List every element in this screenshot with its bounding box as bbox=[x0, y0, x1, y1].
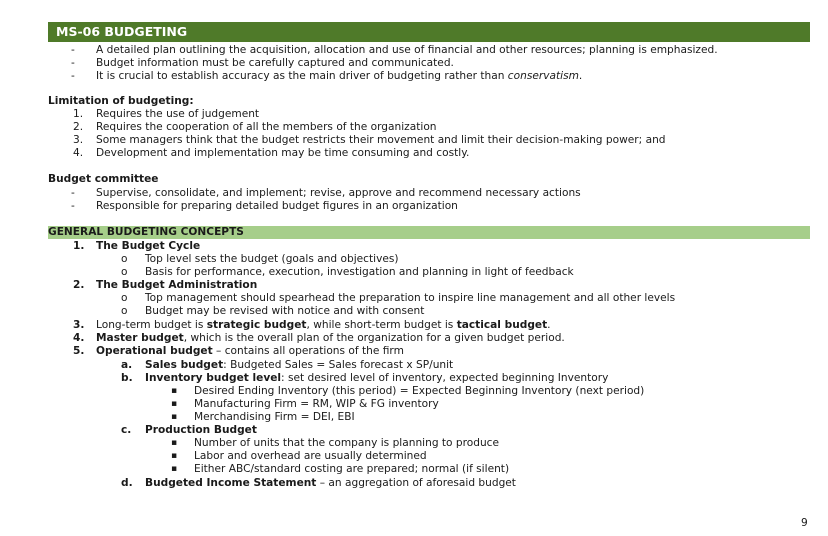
section-title: MS-06 BUDGETING bbox=[48, 22, 810, 42]
admin-bullet-1: Top management should spearhead the preparation to inspire line management and all other levels bbox=[145, 292, 676, 304]
limitation-item-2: Requires the cooperation of all the members of the organization bbox=[96, 121, 437, 133]
emphasis-conservatism: conservatism bbox=[507, 70, 579, 82]
dash-marker: - bbox=[71, 70, 75, 82]
list-number: 2. bbox=[73, 121, 84, 133]
list-letter: a. bbox=[121, 359, 133, 371]
list-number: 3. bbox=[73, 134, 84, 146]
limitation-heading: Limitation of budgeting: bbox=[48, 95, 194, 107]
square-bullet: ▪ bbox=[171, 464, 178, 474]
budget-administration-title: The Budget Administration bbox=[96, 279, 258, 291]
square-bullet: ▪ bbox=[171, 386, 178, 396]
list-number: 4. bbox=[73, 332, 85, 344]
production-bullet-1: Number of units that the company is planning to produce bbox=[194, 437, 500, 449]
square-bullet: ▪ bbox=[171, 438, 178, 448]
production-bullet-2: Labor and overhead are usually determined bbox=[194, 450, 427, 462]
list-number: 1. bbox=[73, 240, 85, 252]
list-letter: d. bbox=[121, 477, 133, 489]
budget-cycle-title: The Budget Cycle bbox=[96, 240, 201, 252]
sales-budget-line: Sales budget: Budgeted Sales = Sales forecast x SP/unit bbox=[145, 359, 454, 371]
inventory-bullet-3: Merchandising Firm = DEI, EBI bbox=[194, 411, 355, 423]
production-bullet-3: Either ABC/standard costing are prepared; normal (if silent) bbox=[194, 463, 510, 475]
limitation-item-4: Development and implementation may be time consuming and costly. bbox=[96, 147, 470, 159]
square-bullet: ▪ bbox=[171, 399, 178, 409]
circle-bullet: o bbox=[121, 292, 128, 304]
general-concepts-heading: GENERAL BUDGETING CONCEPTS bbox=[48, 226, 810, 239]
dash-marker: - bbox=[71, 187, 75, 199]
term-budget-line: Long-term budget is strategic budget, while short-term budget is tactical budget. bbox=[96, 319, 551, 331]
circle-bullet: o bbox=[121, 266, 128, 278]
page-number: 9 bbox=[801, 517, 808, 529]
dash-marker: - bbox=[71, 57, 75, 69]
dash-marker: - bbox=[71, 44, 75, 56]
circle-bullet: o bbox=[121, 253, 128, 265]
limitation-item-1: Requires the use of judgement bbox=[96, 108, 260, 120]
cycle-bullet-1: Top level sets the budget (goals and objectives) bbox=[145, 253, 399, 265]
operational-budget-line: Operational budget – contains all operations of the firm bbox=[96, 345, 404, 357]
inventory-budget-line: Inventory budget level: set desired level of inventory, expected beginning Inventory bbox=[145, 372, 609, 384]
inventory-bullet-2: Manufacturing Firm = RM, WIP & FG inventory bbox=[194, 398, 439, 410]
square-bullet: ▪ bbox=[171, 412, 178, 422]
inventory-bullet-1: Desired Ending Inventory (this period) = Expected Beginning Inventory (next period) bbox=[194, 385, 645, 397]
circle-bullet: o bbox=[121, 305, 128, 317]
list-number: 3. bbox=[73, 319, 85, 331]
limitation-item-3: Some managers think that the budget restricts their movement and limit their decision-making power; and bbox=[96, 134, 666, 146]
list-number: 5. bbox=[73, 345, 85, 357]
cycle-bullet-2: Basis for performance, execution, investigation and planning in light of feedback bbox=[145, 266, 574, 278]
list-letter: c. bbox=[121, 424, 132, 436]
intro-line-2: Budget information must be carefully captured and communicated. bbox=[96, 57, 454, 69]
list-number: 4. bbox=[73, 147, 84, 159]
master-budget-line: Master budget, which is the overall plan of the organization for a given budget period. bbox=[96, 332, 565, 344]
list-number: 2. bbox=[73, 279, 85, 291]
intro-line-3: It is crucial to establish accuracy as the main driver of budgeting rather than conservatism. bbox=[96, 70, 583, 82]
committee-item-2: Responsible for preparing detailed budget figures in an organization bbox=[96, 200, 458, 212]
production-budget-title: Production Budget bbox=[145, 424, 257, 436]
committee-item-1: Supervise, consolidate, and implement; revise, approve and recommend necessary actions bbox=[96, 187, 581, 199]
square-bullet: ▪ bbox=[171, 451, 178, 461]
income-statement-line: Budgeted Income Statement – an aggregation of aforesaid budget bbox=[145, 477, 516, 489]
committee-heading: Budget committee bbox=[48, 173, 159, 185]
admin-bullet-2: Budget may be revised with notice and with consent bbox=[145, 305, 425, 317]
list-number: 1. bbox=[73, 108, 84, 120]
intro-line-1: A detailed plan outlining the acquisition, allocation and use of financial and other resources; planning is emphasized. bbox=[96, 44, 718, 56]
list-letter: b. bbox=[121, 372, 133, 384]
dash-marker: - bbox=[71, 200, 75, 212]
